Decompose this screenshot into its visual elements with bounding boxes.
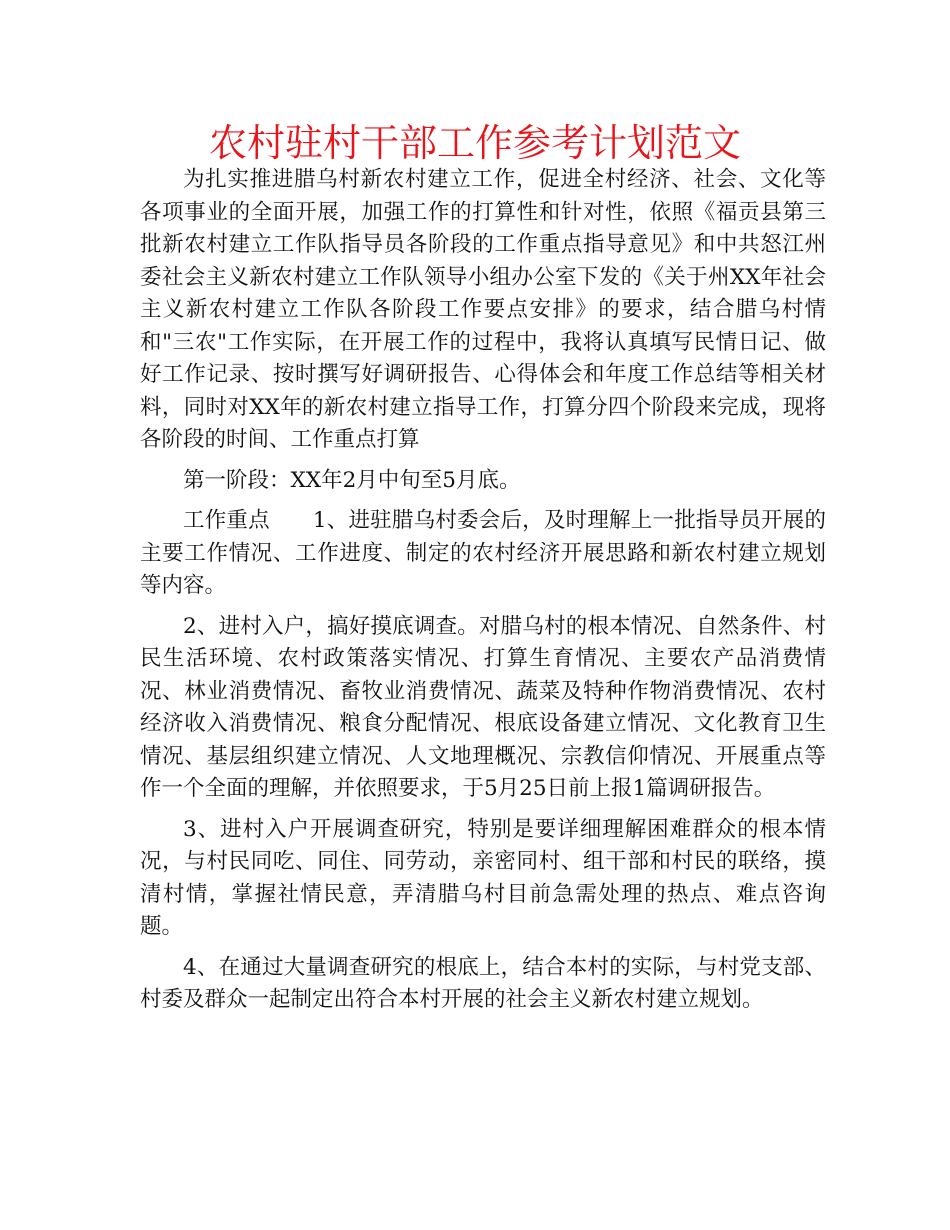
work-focus-paragraph bbox=[140, 505, 826, 603]
work-focus-item-3: 3、进村入户开展调查研究，特别是要详细理解困难群众的根本情况，与村民同吃、同住、同劳动，亲密同村、组干部和村民的联络，摸清村情，掌握社情民意，弄清腊乌村目前急需处理的热点、难点咨询题。 bbox=[140, 816, 826, 939]
work-focus-item-2: 2、进村入户，搞好摸底调查。对腊乌村的根本情况、自然条件、村民生活环境、农村政策落实情况、打算生育情况、主要农产品消费情况、林业消费情况、畜牧业消费情况、蔬菜及特种作物消费情况、农村经济收入消费情况、粮食分配情况、根底设备建立情况、文化教育卫生情况、基层组织建立情况、人文地理概况、宗教信仰情况、开展重点等作一个全面的理解，并依照要求，于5月25日前上报1篇调研报告。 bbox=[140, 613, 826, 801]
document-title: 农村驻村干部工作参考计划范文 bbox=[208, 121, 741, 165]
work-focus-label: 工作重点 bbox=[183, 508, 270, 533]
document-body bbox=[140, 164, 826, 1025]
intro-paragraph: 为扎实推进腊乌村新农村建立工作，促进全村经济、社会、文化等各项事业的全面开展，加强工作的打算性和针对性，依照《福贡县第三批新农村建立工作队指导员各阶段的工作重点指导意见》和中共怒江州委社会主义新农村建立工作队领导小组办公室下发的《关于州XX年社会主义新农村建立工作队各阶段工作要点安排》的要求，结合腊乌村情和"三农"工作实际，在开展工作的过程中，我将认真填写民情日记、做好工作记录、按时撰写好调研报告、心得体会和年度工作总结等相关材料，同时对XX年的新农村建立指导工作，打算分四个阶段来完成，现将各阶段的时间、工作重点打算 bbox=[140, 167, 826, 452]
stage-one-heading: 第一阶段：XX年2月中旬至5月底。 bbox=[183, 467, 521, 493]
work-focus-item-1: 1、进驻腊乌村委会后，及时理解上一批指导员开展的主要工作情况、工作进度、制定的农村经济开展思路和新农村建立规划等内容。 bbox=[140, 508, 826, 598]
work-focus-item-4: 4、在通过大量调查研究的根底上，结合本村的实际，与村党支部、村委及群众一起制定出符合本村开展的社会主义新农村建立规划。 bbox=[140, 954, 826, 1012]
